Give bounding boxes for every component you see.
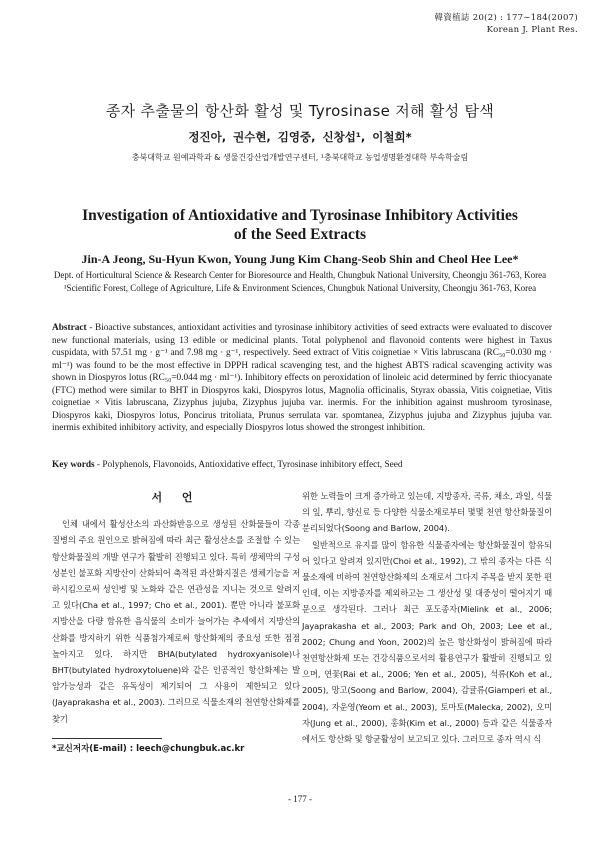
korean-authors: 정진아, 권수현, 김영중, 신창섭¹, 이철희* xyxy=(188,130,412,144)
footnote-divider xyxy=(52,738,162,739)
english-affiliation-1: Dept. of Horticultural Science & Research Center for Bioresource and Health, Chungbuk National University, Cheongju 361-763, Korea xyxy=(53,270,547,280)
keywords-text: - Polyphenols, Flavonoids, Antioxidative effect, Tyrosinase inhibitory effect, Seed xyxy=(94,460,403,470)
keywords xyxy=(52,460,552,470)
korean-title: 종자 추출물의 항산화 활성 및 Tyrosinase 저해 활성 탐색 xyxy=(105,102,495,120)
english-title-line-2: of the Seed Extracts xyxy=(233,226,367,243)
abstract-label: Abstract xyxy=(52,323,87,333)
korean-affiliation: 충북대학교 원예과학과 & 생물건강산업개발연구센터, ¹충북대학교 농업생명환경대학 부속학술림 xyxy=(131,153,469,162)
english-authors: Jin-A Jeong, Su-Hyun Kwon, Young Jung Kim Chang-Seob Shin and Cheol Hee Lee* xyxy=(81,252,519,266)
english-title-line-1: Investigation of Antioxidative and Tyrosinase Inhibitory Activities xyxy=(82,207,518,224)
journal-name: Korean J. Plant Res. xyxy=(486,25,578,35)
abstract-text: - Bioactive substances, antioxidant activities and tyrosinase inhibitory activities of seed extracts were evaluated to discover new functional materials, using 13 edible or medicinal plants. Total polyphenol and flavonoid contents were highest in Taxus cuspidata, with 57.51 mg · g⁻¹ and 7.98 mg · g⁻¹, respectively. Seed extract of Vitis coignetiae × Vitis labruscana (RC₅₀=0.030 mg · ml⁻¹) was found to be the most effective in DPPH radical scavenging test, and the highest ABTS radical scavenging activity was shown in Diospyros lotus (RC₅₀=0.044 mg · ml⁻¹). Inhibitory effects on peroxidation of linoleic acid determined by ferric thiocyanate (FTC) method were similar to BHT in Diospyros kaki, Diospyros lotus, Magnolia officinalis, Styrax obassia, Vitis coignetiae, Vitis coignetiae × Vitis labruscana, Zizyphus jujuba, Zizyphus jujuba var. inermis. For the inhibition against mushroom tyrosinase, Diospyros kaki, Diospyros lotus, Poncirus tritoliata, Prunus serrulata var. spomtanea, Zizyphus jujuba and Zizyphus jujuba var. inermis exhibited inhibitory activity, and especially Diospyros lotus showed the strongest inhibition. xyxy=(52,323,552,433)
right-column xyxy=(302,488,552,747)
page-number: - 177 - xyxy=(288,794,312,804)
body-paragraph: 인체 내에서 활성산소의 과산화반응으로 생성된 산화물들이 각종 질병의 주요 원인으로 밝혀짐에 따라 최근 활성산소를 조절할 수 있는 항산화물질의 개발 연구가 활발히 진행되고 있다. 특히 생체막의 구성성분인 불포화 지방산이 산화되어 축적된 과산화지질은 생체기능을 저하시킴으로써 성인병 및 노화와 같은 연관성을 지니는 것으로 알려지고 있다(Cha et al., 1997; Cho et al., 2001). 뿐만 아니라 불포화 지방산을 다량 함유한 음식물의 소비가 늘어가는 추세에서 지방산의 산화를 방지하기 위한 식품첨가제로써 항산화제의 중요성 또한 점점 높아지고 있다. 하지만 BHA(butylated hydroxyanisole)나 BHT(butylated hydroxytoluene)와 같은 인공적인 항산화제는 발암가능성과 같은 유독성이 제기되어 그 사용이 제한되고 있다(Jayaprakasha et al., 2003). 그러므로 식물소재의 천연항산화제를 찾기 xyxy=(52,519,300,724)
journal-header xyxy=(435,12,578,36)
keywords-label: Key words xyxy=(52,460,95,470)
english-title xyxy=(40,206,560,244)
body-paragraph: 일반적으로 유지를 많이 함유한 식물종자에는 항산화물질이 함유되어 있다고 알려져 있지만(Choi et al., 1992), 그 밖의 종자는 다른 식물소재에 비하여 천연항산화제의 소재로서 그다지 주목을 받지 못한 편인데, 이는 지방종자를 제외하고는 그 생산성 및 대중성이 떨어지기 때문으로 생각된다. 그러나 최근 포도종자(Mielink et al., 2006; Jayaprakasha et al., 2003; Park and Oh, 2003; Lee et al., 2002; Chung and Yoon, 2002)의 높은 항산화성이 밝혀짐에 따라 천연항산화제 또는 건강식품으로서의 활용연구가 활발히 진행되고 있으며, 연꽃(Rai et al., 2006; Yen et al., 2005), 석류(Koh et al., 2005), 망고(Soong and Barlow, 2004), 감귤류(Giamperi et al., 2004), 자운영(Yeom et al., 2003), 토마토(Malecka, 2002), 오미자(Jung et al., 2000), 홍화(Kim et al., 2000) 등과 같은 식물종자에서도 항산화 및 항균활성이 보고되고 있다. 그러므로 종자 역시 식 xyxy=(302,539,552,745)
corresponding-author-footnote: *교신저자(E-mail) : leech@chungbuk.ac.kr xyxy=(52,744,245,754)
journal-citation: 韓資植誌 20(2) : 177∼184(2007) xyxy=(434,13,578,23)
left-column xyxy=(52,488,300,727)
abstract xyxy=(52,322,552,435)
english-affiliation-2: ¹Scientific Forest, College of Agriculture, Life & Environment Sciences, Chungbuk National University, Cheongju 361-763, Korea xyxy=(63,283,537,293)
body-paragraph: 위한 노력들이 크게 증가하고 있는데, 지방종자, 곡류, 채소, 과일, 식물의 잎, 뿌리, 향신료 등 다양한 식물소재로부터 몇몇 천연 항산화물질이 분리되었다(Soong and Barlow, 2004). xyxy=(302,491,552,534)
section-heading-introduction: 서 언 xyxy=(151,491,201,504)
